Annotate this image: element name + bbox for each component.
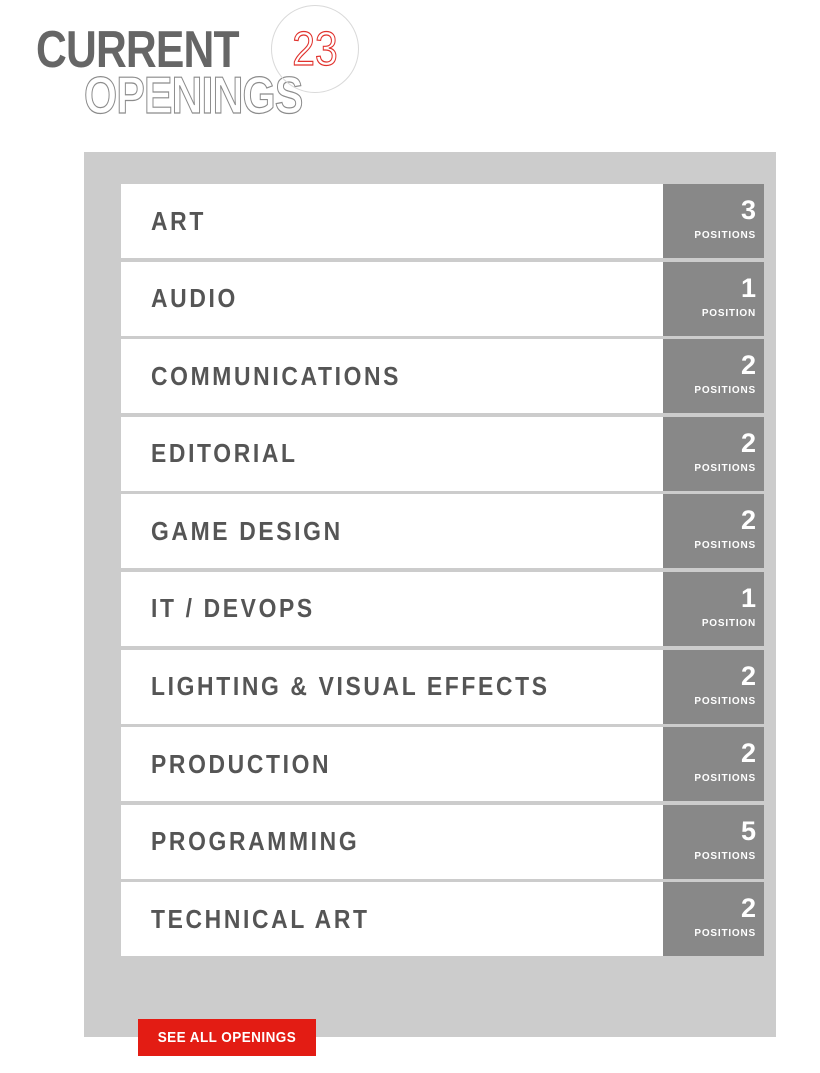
see-all-openings-label: SEE ALL OPENINGS: [157, 1029, 297, 1046]
position-count-box: [663, 727, 764, 801]
department-row-audio[interactable]: [121, 262, 764, 336]
department-row-programming[interactable]: [121, 805, 764, 879]
position-count-box: [663, 262, 764, 336]
department-label: IT / DEVOPS: [151, 593, 315, 624]
position-count-box: [663, 805, 764, 879]
position-count-box: [663, 417, 764, 491]
total-openings-badge: [271, 5, 359, 93]
page-header: [0, 0, 820, 140]
position-unit: POSITIONS: [694, 850, 756, 862]
position-count-box: [663, 882, 764, 956]
position-count: 5: [740, 815, 756, 846]
department-label: LIGHTING & VISUAL EFFECTS: [151, 671, 550, 702]
department-row-game-design[interactable]: [121, 494, 764, 568]
total-openings-count: 23: [292, 22, 338, 76]
position-count: 2: [740, 505, 756, 536]
position-count-box: [663, 572, 764, 646]
position-unit: POSITIONS: [694, 928, 756, 940]
department-row-lighting-visual-effects[interactable]: [121, 650, 764, 724]
department-label: TECHNICAL ART: [151, 903, 370, 934]
position-unit: POSITIONS: [694, 385, 756, 397]
department-row-technical-art[interactable]: [121, 882, 764, 956]
openings-panel: [84, 152, 776, 1037]
department-label: GAME DESIGN: [151, 515, 343, 546]
department-label: AUDIO: [151, 283, 238, 314]
department-row-production[interactable]: [121, 727, 764, 801]
department-label: PRODUCTION: [151, 748, 332, 779]
position-count-box: [663, 339, 764, 413]
department-label: EDITORIAL: [151, 438, 298, 469]
position-count: 2: [740, 660, 756, 691]
department-label: COMMUNICATIONS: [151, 360, 402, 391]
position-unit: POSITIONS: [694, 540, 756, 552]
department-row-it-devops[interactable]: [121, 572, 764, 646]
see-all-openings-button[interactable]: [138, 1019, 316, 1056]
department-row-editorial[interactable]: [121, 417, 764, 491]
department-list: [121, 184, 764, 960]
department-label: PROGRAMMING: [151, 826, 360, 857]
position-count-box: [663, 184, 764, 258]
position-unit: POSITIONS: [694, 773, 756, 785]
position-count-box: [663, 650, 764, 724]
position-unit: POSITIONS: [694, 462, 756, 474]
position-count: 2: [740, 738, 756, 769]
position-count: 1: [740, 272, 756, 303]
department-label: ART: [151, 205, 206, 236]
page-title-openings: OPENINGS: [84, 67, 303, 125]
position-count: 3: [740, 195, 756, 225]
position-count: 2: [740, 350, 756, 381]
position-count: 2: [740, 893, 756, 924]
position-unit: POSITION: [701, 617, 756, 629]
department-row-art[interactable]: [121, 184, 764, 258]
position-count-box: [663, 494, 764, 568]
position-count: 1: [740, 582, 756, 613]
position-unit: POSITION: [701, 307, 756, 319]
department-row-communications[interactable]: [121, 339, 764, 413]
position-count: 2: [740, 427, 756, 458]
position-unit: POSITIONS: [694, 695, 756, 707]
position-unit: POSITIONS: [694, 230, 756, 241]
page-title-current: CURRENT: [36, 21, 239, 79]
